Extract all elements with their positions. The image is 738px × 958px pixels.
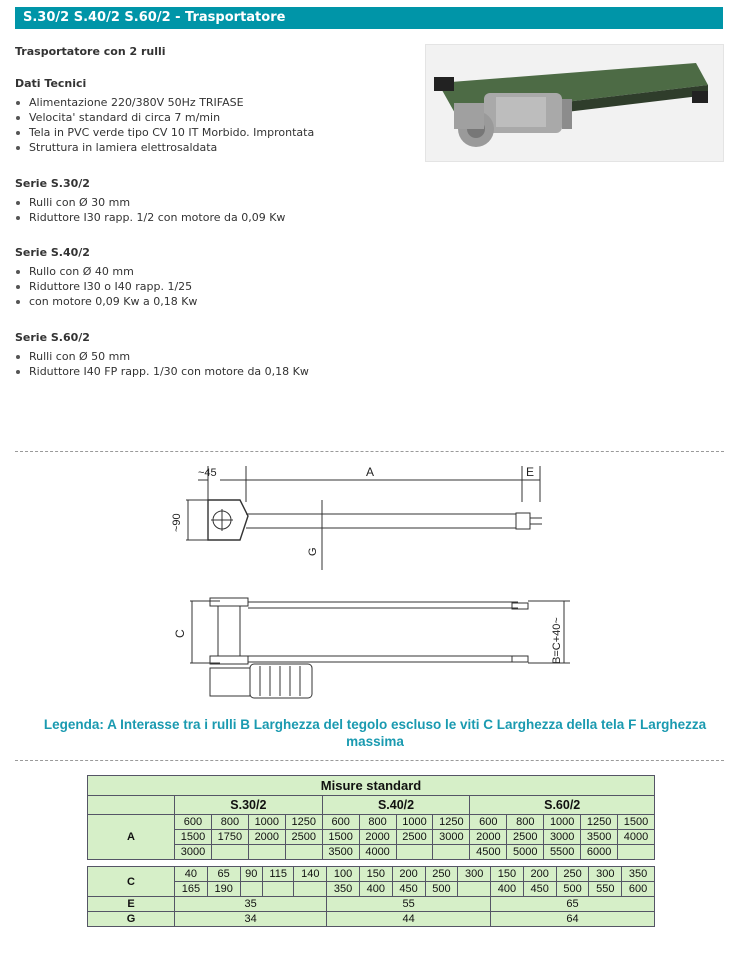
- list-item: Struttura in lamiera elettrosaldata: [15, 140, 314, 155]
- table-cell: 800: [359, 815, 396, 830]
- table-cell: 600: [175, 815, 212, 830]
- table-cell: 200: [523, 867, 556, 882]
- table-cell: 2000: [470, 830, 507, 845]
- table-cell: 6000: [581, 845, 618, 860]
- table-cell: 2000: [359, 830, 396, 845]
- table-cell: 300: [589, 867, 622, 882]
- dim-g-label: G: [307, 547, 319, 556]
- table-cell: 450: [523, 882, 556, 897]
- table-cell: 200: [392, 867, 425, 882]
- list-item: Rullo con Ø 40 mm: [15, 264, 197, 279]
- table-cell: 3000: [544, 830, 581, 845]
- serie-s40-list: [15, 264, 197, 309]
- table-cell: 2500: [507, 830, 544, 845]
- table-cell: 1250: [581, 815, 618, 830]
- table-corner: [88, 796, 175, 815]
- table-cell: 55: [327, 897, 491, 912]
- table-cell: 65: [207, 867, 240, 882]
- table-cell: 3500: [322, 845, 359, 860]
- table-cell: 3000: [175, 845, 212, 860]
- table-cell: 1000: [544, 815, 581, 830]
- table-cell: 1500: [618, 815, 655, 830]
- table-cell: 600: [322, 815, 359, 830]
- list-item: Rulli con Ø 30 mm: [15, 195, 285, 210]
- table-cell: 65: [491, 897, 655, 912]
- row-label-a: A: [88, 815, 175, 860]
- table-cell: 1000: [396, 815, 433, 830]
- table-cell: 800: [507, 815, 544, 830]
- list-item: Alimentazione 220/380V 50Hz TRIFASE: [15, 95, 314, 110]
- table-cell: [262, 882, 293, 897]
- dim-a-label: A: [366, 465, 375, 479]
- row-label-g: G: [88, 912, 175, 927]
- table-cell: 150: [359, 867, 392, 882]
- page-title: S.30/2 S.40/2 S.60/2 - Trasportatore: [15, 7, 723, 29]
- row-label-e: E: [88, 897, 175, 912]
- conveyor-photo: [425, 44, 724, 162]
- table-title: Misure standard: [88, 776, 655, 796]
- standard-measures-table: [87, 775, 655, 860]
- table-cell: 2000: [248, 830, 285, 845]
- list-item: con motore 0,09 Kw a 0,18 Kw: [15, 294, 197, 309]
- dati-tecnici-list: [15, 95, 314, 155]
- table-cell: [240, 882, 262, 897]
- serie-s40-heading: Serie S.40/2: [15, 246, 90, 259]
- series-header: S.40/2: [322, 796, 470, 815]
- table-cell: 90: [240, 867, 262, 882]
- table-cell: 34: [175, 912, 327, 927]
- table-cell: 100: [327, 867, 360, 882]
- table-cell: 35: [175, 897, 327, 912]
- table-cell: [211, 845, 248, 860]
- list-item: Riduttore I40 FP rapp. 1/30 con motore da 0,18 Kw: [15, 364, 309, 379]
- table-cell: 1250: [433, 815, 470, 830]
- table-cell: [294, 882, 327, 897]
- table-cell: 44: [327, 912, 491, 927]
- dim-90-label: ~90: [171, 513, 183, 532]
- table-cell: 190: [207, 882, 240, 897]
- table-cell: 150: [491, 867, 524, 882]
- table-cell: 1500: [322, 830, 359, 845]
- table-cell: 115: [262, 867, 293, 882]
- series-header: S.30/2: [175, 796, 323, 815]
- table-cell: 450: [392, 882, 425, 897]
- table-cell: 165: [175, 882, 208, 897]
- table-cell: 250: [556, 867, 589, 882]
- table-cell: 500: [425, 882, 458, 897]
- table-cell: 4000: [359, 845, 396, 860]
- dati-tecnici-heading: Dati Tecnici: [15, 77, 87, 90]
- table-cell: 3500: [581, 830, 618, 845]
- serie-s30-list: [15, 195, 285, 225]
- table-cell: 400: [359, 882, 392, 897]
- table-cell: 3000: [433, 830, 470, 845]
- list-item: Riduttore I30 rapp. 1/2 con motore da 0,09 Kw: [15, 210, 285, 225]
- legend-text: Legenda: A Interasse tra i rulli B Larghezza del tegolo escluso le viti C Larghezza della tela F Larghezza massima: [43, 717, 707, 749]
- table-cell: 4000: [618, 830, 655, 845]
- table-cell: 5500: [544, 845, 581, 860]
- table-cell: 4500: [470, 845, 507, 860]
- series-header: S.60/2: [470, 796, 655, 815]
- dim-b-label: B=C+40~: [551, 617, 563, 664]
- table-cell: 500: [556, 882, 589, 897]
- table-cell: 140: [294, 867, 327, 882]
- serie-s60-list: [15, 349, 309, 379]
- serie-s60-heading: Serie S.60/2: [15, 331, 90, 344]
- list-item: Riduttore I30 o I40 rapp. 1/25: [15, 279, 197, 294]
- table-cell: 600: [470, 815, 507, 830]
- list-item: Rulli con Ø 50 mm: [15, 349, 309, 364]
- table-cell: [285, 845, 322, 860]
- divider: [15, 760, 724, 761]
- table-cell: 64: [491, 912, 655, 927]
- table-cell: 350: [327, 882, 360, 897]
- list-item: Tela in PVC verde tipo CV 10 IT Morbido. Improntata: [15, 125, 314, 140]
- serie-s30-heading: Serie S.30/2: [15, 177, 90, 190]
- standard-measures-table-lower: [87, 866, 655, 927]
- table-cell: 2500: [396, 830, 433, 845]
- table-cell: [396, 845, 433, 860]
- product-subtitle: Trasportatore con 2 rulli: [15, 45, 166, 58]
- table-cell: 400: [491, 882, 524, 897]
- table-cell: 1500: [175, 830, 212, 845]
- table-cell: [458, 882, 491, 897]
- table-cell: 40: [175, 867, 208, 882]
- table-cell: 250: [425, 867, 458, 882]
- table-cell: 600: [622, 882, 655, 897]
- table-cell: 1000: [248, 815, 285, 830]
- divider: [15, 451, 724, 452]
- table-cell: 300: [458, 867, 491, 882]
- table-cell: [248, 845, 285, 860]
- table-cell: [433, 845, 470, 860]
- dim-c-label: C: [173, 629, 187, 638]
- table-cell: 5000: [507, 845, 544, 860]
- table-cell: 1250: [285, 815, 322, 830]
- table-cell: 1750: [211, 830, 248, 845]
- table-cell: 2500: [285, 830, 322, 845]
- dim-45-label: ~45: [198, 467, 217, 479]
- table-cell: 350: [622, 867, 655, 882]
- list-item: Velocita' standard di circa 7 m/min: [15, 110, 314, 125]
- table-cell: 800: [211, 815, 248, 830]
- technical-drawing: [170, 458, 580, 708]
- dim-e-label: E: [526, 465, 535, 479]
- table-cell: 550: [589, 882, 622, 897]
- row-label-c: C: [88, 867, 175, 897]
- table-cell: [618, 845, 655, 860]
